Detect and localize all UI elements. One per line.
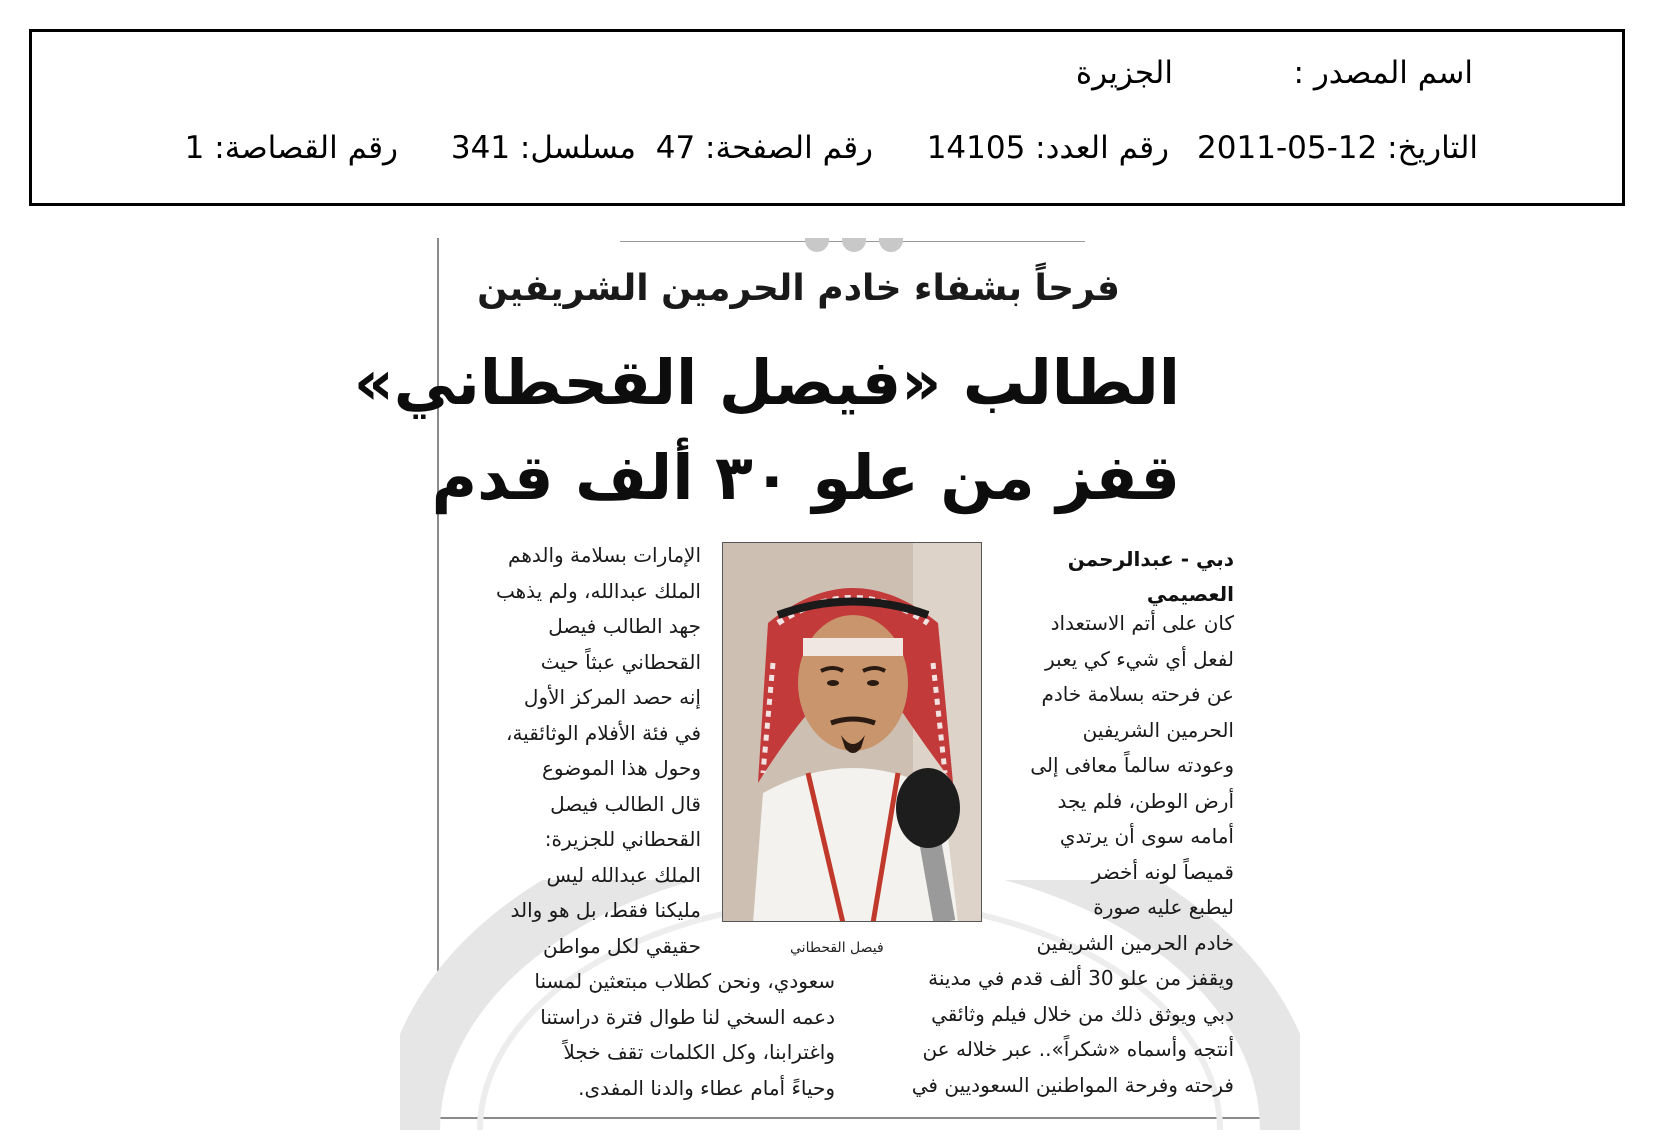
left-column-line: في فئة الأفلام الوثائقية، — [506, 720, 701, 745]
right-column-line: قميصاً لونه أخضر — [1091, 859, 1234, 884]
left-column-line: وحياءً أمام عطاء والدنا المفدى. — [578, 1075, 835, 1100]
article-headline-line1: الطالب «فيصل القحطاني» — [353, 346, 1180, 419]
article-photo — [722, 542, 982, 922]
date-field: التاريخ: 12-05-2011 — [1197, 130, 1478, 166]
left-column-line: الملك عبدالله، ولم يذهب — [496, 578, 701, 603]
left-column-line: إنه حصد المركز الأول — [523, 685, 701, 709]
right-column-line: ويقفز من علو 30 ألف قدم في مدينة — [928, 966, 1234, 990]
left-column-line: واغترابنا، وكل الكلمات تقف خجلاً — [563, 1040, 835, 1064]
left-column-line: سعودي، ونحن كطلاب مبتعثين لمسنا — [534, 969, 835, 993]
right-column-line: خادم الحرمين الشريفين — [1036, 930, 1234, 955]
left-column-line: مليكنا فقط، بل هو والد — [510, 898, 701, 922]
right-column-line: كان على أتم الاستعداد — [1050, 611, 1234, 635]
right-column-line: أمامه سوى أن يرتدي — [1059, 824, 1234, 848]
left-column-line: الملك عبدالله ليس — [546, 862, 701, 887]
left-column-line: جهد الطالب فيصل — [548, 614, 701, 638]
right-column-line: أنتجه وأسماه «شكراً».. عبر خلاله عن — [922, 1037, 1234, 1061]
left-column-line: القحطاني للجزيرة: — [544, 827, 701, 851]
page-number-field: رقم الصفحة: 47 — [655, 130, 873, 166]
byline-line1: دبي - عبدالرحمن — [1067, 547, 1234, 571]
right-column-line: دبي ويوثق ذلك من خلال فيلم وثائقي — [931, 1001, 1234, 1026]
left-column-line: حقيقي لكل مواطن — [542, 933, 701, 958]
right-column-line: فرحته وفرحة المواطنين السعوديين في — [911, 1072, 1234, 1097]
source-name: الجزيرة — [1075, 55, 1173, 91]
right-column-line: لفعل أي شيء كي يعبر — [1045, 646, 1234, 671]
left-column-line: دعمه السخي لنا طوال فترة دراستنا — [540, 1004, 835, 1029]
source-label: اسم المصدر : — [1293, 55, 1473, 91]
article-kicker: فرحاً بشفاء خادم الحرمين الشريفين — [477, 268, 1120, 309]
left-column-line: قال الطالب فيصل — [550, 791, 701, 816]
byline-line2: العصيمي — [1146, 582, 1234, 606]
person-portrait-illustration — [723, 543, 982, 922]
left-column-line: وحول هذا الموضوع — [542, 756, 701, 780]
photo-caption: فيصل القحطاني — [790, 940, 884, 956]
clipping-bottom-rule — [437, 1117, 1262, 1119]
decorative-dots — [805, 238, 905, 254]
left-column-line: القحطاني عبثاً حيث — [540, 649, 701, 674]
left-column-line: الإمارات بسلامة والدهم — [508, 543, 701, 567]
clipping-number-field: رقم القصاصة: 1 — [184, 130, 398, 166]
right-column-line: عن فرحته بسلامة خادم — [1041, 682, 1234, 706]
right-column-line: الحرمين الشريفين — [1082, 717, 1234, 742]
serial-field: مسلسل: 341 — [450, 130, 636, 166]
issue-number-field: رقم العدد: 14105 — [926, 130, 1169, 166]
article-headline-line2: قفز من علو ٣٠ ألف قدم — [431, 441, 1180, 514]
article-byline — [1068, 542, 1234, 612]
right-column-line: أرض الوطن، فلم يجد — [1057, 788, 1234, 813]
right-column-line: ليطبع عليه صورة — [1093, 895, 1234, 919]
right-column-line: وعودته سالماً معافى إلى — [1030, 753, 1234, 777]
